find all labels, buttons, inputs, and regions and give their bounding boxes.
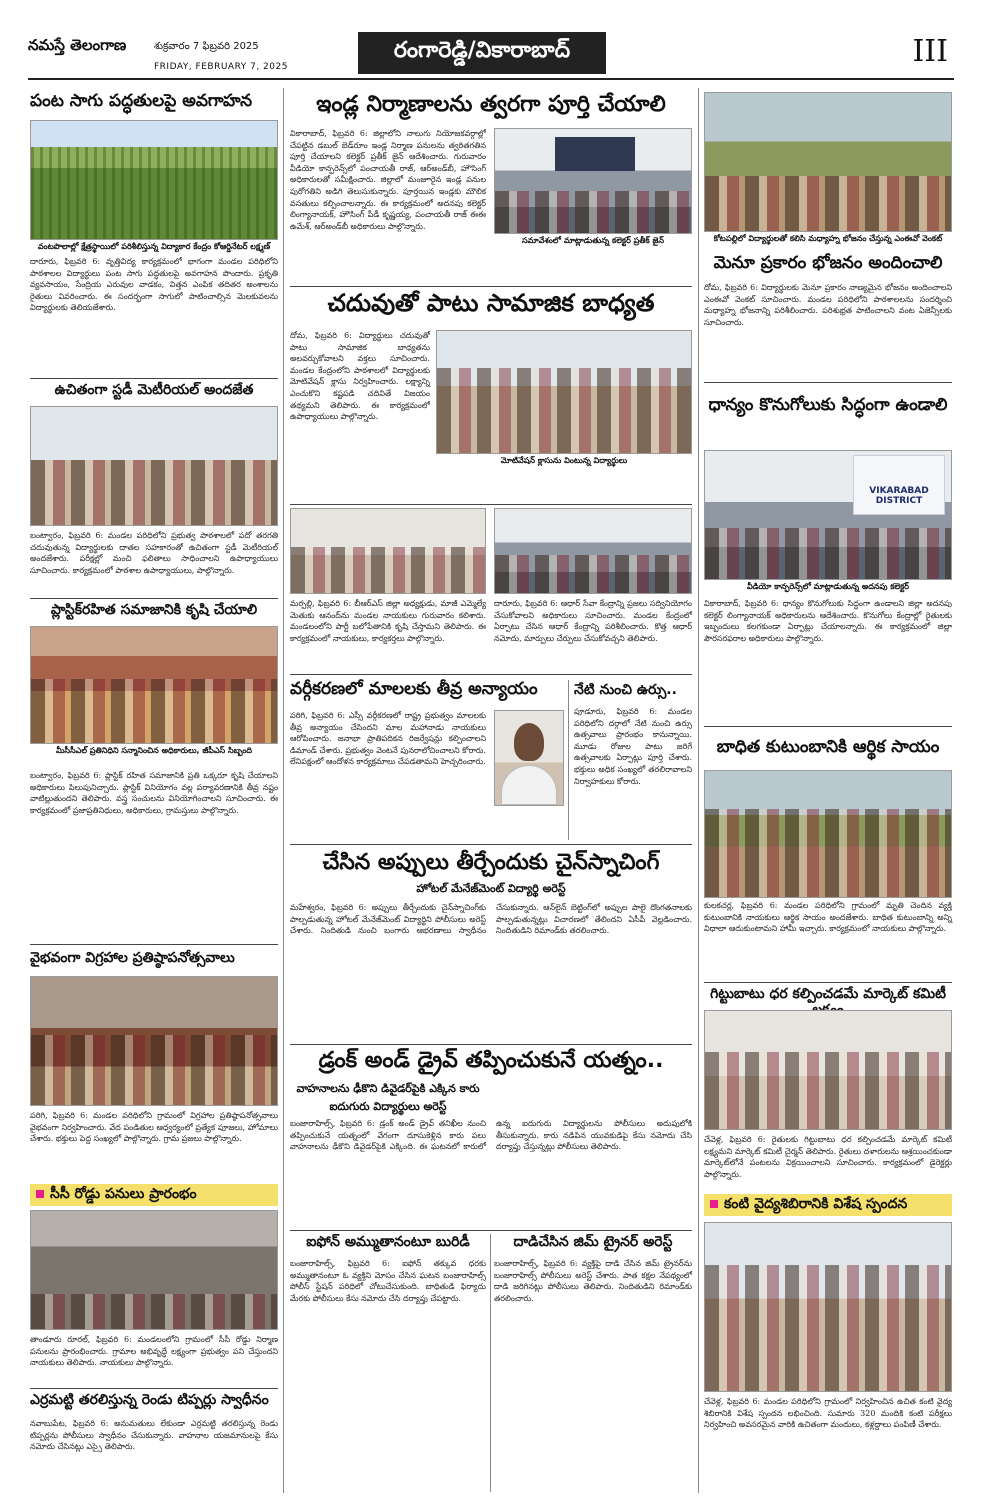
divider: [704, 382, 952, 383]
article-subheadline: హోటల్ మేనేజ్‌మెంట్ విద్యార్థి అరెస్ట్: [416, 882, 566, 895]
photo-caption: వంటపొలాల్లో క్షేత్రస్థాయిలో పరిశీలిస్తున్న విద్యాకార కేంద్రం కోఆర్డినేటర్ లక్ష్మణ్: [37, 242, 271, 251]
article-headline: వర్గీకరణలో మాలలకు తీవ్ర అన్యాయం: [290, 679, 538, 699]
article-subheadline: వాహనాలను ఢీకొని డివైడర్‌పైకి ఎక్కిన కారు: [296, 1082, 480, 1095]
article-headline: గిట్టుబాటు ధర కల్పించడమే మార్కెట్ కమిటీ: [710, 986, 946, 1002]
column-divider: [698, 88, 699, 1493]
article-headline: ప్లాస్టిక్‌రహిత సమాజానికి కృషి చేయాలి: [50, 602, 258, 618]
article-subheadline: ఐదుగురు విద్యార్థులు అరెస్ట్: [329, 1100, 447, 1113]
article-headline: బాధిత కుటుంబానికి ఆర్థిక సాయం: [716, 737, 940, 757]
column-divider: [568, 680, 569, 840]
article-body: దోమ, ఫిబ్రవరి 6: విద్యార్థులకు మెనూ ప్రకారం నాణ్యమైన భోజనం అందించాలని ఎంఈవో వెంకట్ సూచించారు. మండల పరిధిలోని పాఠశాలలను సందర్శించి మధ్యాహ్న భోజనాన్ని పరిశీలించారు. పరిశుభ్రత పాటించాలని వంట ఏజెన్సీలకు సూచించారు.: [704, 283, 952, 327]
article-photo: [30, 626, 278, 744]
photo-caption: మీసీసీఎల్ ప్రతినిధిని సన్మానించిన అధికారులు, జీపీఎస్ సిబ్బంది: [55, 746, 253, 755]
article-body: దారూరు, ఫిబ్రవరి 6: వృత్తివిద్య కార్యక్రమంలో భాగంగా మండల పరిధిలోని పాఠశాలల విద్యార్థులు పంట సాగు పద్ధతులపై అవగాహన పొందారు. ప్రకృతి వ్యవసాయం, సేంద్రియ ఎరువుల వాడకం, విత్తన ఎంపిక తదితర అంశాలను రైతులు వివరించారు. ఈ సందర్భంగా సాగులో పాటించాల్సిన మెలకువలను విద్యార్థులకు తెలియజేశారు.: [30, 257, 278, 313]
section-title: రంగారెడ్డి/వికారాబాద్: [358, 32, 606, 74]
article-body: బంజారాహిల్స్, ఫిబ్రవరి 6: వ్యక్తిపై దాడి చేసిన జిమ్ ట్రైనర్‌ను బంజారాహిల్స్ పోలీసులు అరెస్ట్ చేశారు. పాత కక్షల నేపథ్యంలో దాడి జరిగినట్లు పోలీసులు తెలిపారు. నిందితుడిని రిమాండ్‌కు తరలించారు.: [494, 1259, 692, 1303]
article-headline: ఇండ్ల నిర్మాణాలను త్వరగా పూర్తి చేయాలి: [316, 92, 666, 117]
article-photo: [704, 1010, 952, 1130]
article-body: దోమ, ఫిబ్రవరి 6: విద్యార్థులు చదువుతో పాటు సామాజిక బాధ్యతను అలవర్చుకోవాలని వక్తలు సూచించారు. మండల కేంద్రంలోని పాఠశాలలో విద్యార్థులకు మోటివేషన్ క్లాసు నిర్వహించారు. లక్ష్యాన్ని ఎంచుకొని కష్టపడి చదివితే విజయం తథ్యమని తెలిపారు. ఈ కార్యక్రమంలో ఉపాధ్యాయులు పాల్గొన్నారు.: [290, 331, 430, 422]
article-body: పూడూరు, ఫిబ్రవరి 6: మండల పరిధిలోని దర్గాలో నేటి నుంచి ఉర్సు ఉత్సవాలు ప్రారంభం కానున్నాయి. మూడు రోజుల పాటు జరిగే ఉత్సవాలకు ఏర్పాట్లు పూర్తి చేశారు. భక్తులు అధిక సంఖ్యలో తరలిరావాలని నిర్వాహకులు కోరారు.: [574, 707, 692, 786]
divider: [30, 1388, 278, 1389]
article-photo: [494, 128, 692, 234]
masthead: [28, 30, 954, 80]
article-headline-text: కంటి వైద్యశిబిరానికి విశేష స్పందన: [724, 1196, 908, 1212]
newspaper-brand: నమస్తే తెలంగాణ: [28, 36, 127, 54]
divider: [704, 982, 952, 983]
article-body: వికారాబాద్, ఫిబ్రవరి 6: ధాన్యం కొనుగోలుకు సిద్ధంగా ఉండాలని జిల్లా అదనపు కలెక్టర్ లింగ్యానాయక్ అధికారులను ఆదేశించారు. కొనుగోలు కేంద్రాల్లో రైతులకు ఇబ్బందులు కలగకుండా ఏర్పాట్లు చేయాలన్నారు. ఈ కార్యక్రమంలో జిల్లా పౌరసరఫరాల అధికారులు పాల్గొన్నారు.: [704, 599, 952, 643]
article-headline: నేటి నుంచి ఉర్సు..: [574, 682, 677, 698]
article-headline: ఎర్రమట్టి తరలిస్తున్న రెండు టిప్పర్లు స్వాధీనం: [30, 1392, 269, 1408]
date-english: FRIDAY, FEBRUARY 7, 2025: [154, 62, 288, 72]
divider: [30, 598, 278, 599]
article-headline: చేసిన అప్పులు తీర్చేందుకు చైన్‌స్నాచింగ్: [322, 850, 660, 875]
divider: [704, 726, 952, 727]
article-headline: పంట సాగు పద్ధతులపై అవగాహన: [30, 91, 253, 111]
article-body: పరిగి, ఫిబ్రవరి 6: మండల పరిధిలోని గ్రామంలో విగ్రహాల ప్రతిష్ఠాపనోత్సవాలు వైభవంగా నిర్వహించారు. వేద పండితుల ఆధ్వర్యంలో ప్రత్యేక పూజలు, హోమాలు చేశారు. భక్తులు పెద్ద సంఖ్యలో పాల్గొన్నారు. గ్రామ ప్రజలు పాల్గొన్నారు.: [30, 1111, 278, 1144]
article-body: మహేశ్వరం, ఫిబ్రవరి 6: అప్పులు తీర్చేందుకు చైన్‌స్నాచింగ్‌కు పాల్పడుతున్న హోటల్ మేనేజ్‌మెంట్ విద్యార్థిని పోలీసులు అరెస్ట్ చేశారు. నిందితుడి నుంచి బంగారు ఆభరణాలు స్వాధీనం చేసుకున్నారు. ఆన్‌లైన్ బెట్టింగ్‌లో అప్పుల పాలై దొంగతనాలకు పాల్పడుతున్నట్లు విచారణలో తేలిందని ఏసీపీ వెల్లడించారు. నిందితుడిని రిమాండ్‌కు తరలించారు.: [290, 903, 692, 936]
article-photo: [704, 1222, 952, 1392]
divider: [290, 674, 692, 675]
article-body: తాండూరు రూరల్, ఫిబ్రవరి 6: మండలంలోని గ్రామంలో సీసీ రోడ్డు నిర్మాణ పనులను ప్రారంభించారు. గ్రామాల అభివృద్ధే లక్ష్యంగా ప్రభుత్వం పని చేస్తుందని నాయకులు తెలిపారు. నాయకులు పాల్గొన్నారు.: [30, 1335, 278, 1368]
divider: [290, 1230, 692, 1231]
photo-caption: కోటపల్లిలో విద్యార్థులతో కలిసి మధ్యాహ్న భోజనం చేస్తున్న ఎంఈవో వెంకట్: [713, 234, 943, 243]
article-body: వికారాబాద్, ఫిబ్రవరి 6: జిల్లాలోని నాలుగు నియోజకవర్గాల్లో చేపట్టిన డబుల్ బెడ్‌రూం ఇండ్ల నిర్మాణ పనులను త్వరితగతిన పూర్తి చేయాలని కలెక్టర్ ప్రతీక్ జైన్ ఆదేశించారు. గురువారం వీడియో కాన్ఫరెన్స్‌లో పంచాయతీ రాజ్, ఆర్‌అండ్‌బీ, హౌసింగ్ అధికారులతో సమీక్షించారు. జిల్లాలో మంజూరైన ఇండ్ల పనుల పురోగతిని అడిగి తెలుసుకున్నారు. పూర్తయిన ఇండ్లకు మౌలిక వసతులు కల్పించాలన్నారు. ఈ కార్యక్రమంలో అదనపు కలెక్టర్ లింగ్యానాయక్, హౌసింగ్ పీడీ కృష్ణయ్య, పంచాయతీ రాజ్ ఈఈ ఉమేశ్, ఆర్‌అండ్‌బీ అధికారులు పాల్గొన్నారు.: [290, 129, 486, 231]
article-photo: [30, 976, 278, 1106]
bullet-icon: [710, 1200, 718, 1208]
divider: [290, 1044, 692, 1045]
district-logo-board: VIKARABAD DISTRICT: [853, 455, 945, 515]
article-photo: [30, 120, 278, 240]
article-photo: [436, 330, 692, 454]
photo-caption: సమావేశంలో మాట్లాడుతున్న కలెక్టర్ ప్రతీక్ జైన్: [522, 236, 664, 245]
divider: [290, 286, 692, 287]
bullet-icon: [36, 1190, 44, 1198]
article-headline: ఐఫోన్ అమ్ముతానంటూ బురిడీ: [306, 1234, 470, 1250]
article-body: చేవెళ్ల, ఫిబ్రవరి 6: మండల పరిధిలోని గ్రామంలో నిర్వహించిన ఉచిత కంటి వైద్య శిబిరానికి విశేష స్పందన లభించింది. సుమారు 320 మందికి కంటి పరీక్షలు నిర్వహించి అవసరమైన వారికి ఉచితంగా మందులు, కళ్లద్దాలు పంపిణీ చేశారు.: [704, 1397, 952, 1430]
article-body: చేవెళ్ల, ఫిబ్రవరి 6: రైతులకు గిట్టుబాటు ధర కల్పించడమే మార్కెట్ కమిటీ లక్ష్యమని మార్కెట్ కమిటీ చైర్మన్ తెలిపారు. రైతులు దళారులను ఆశ్రయించకుండా మార్కెట్‌లోనే పంటలను విక్రయించాలని సూచించారు. కార్యక్రమంలో డైరెక్టర్లు పాల్గొన్నారు.: [704, 1135, 952, 1179]
page-number: III: [912, 34, 948, 69]
article-body: కులకచర్ల, ఫిబ్రవరి 6: మండల పరిధిలోని గ్రామంలో మృతి చెందిన వ్యక్తి కుటుంబానికి నాయకులు ఆర్థిక సాయం అందజేశారు. బాధిత కుటుంబాన్ని అన్ని విధాలా ఆదుకుంటామని హామీ ఇచ్చారు. కార్యక్రమంలో నాయకులు పాల్గొన్నారు.: [704, 901, 952, 934]
article-photo: [704, 770, 952, 898]
article-headline: [710, 1196, 950, 1216]
divider: [290, 504, 692, 505]
photo-caption: మోటివేషన్ క్లాసును వింటున్న విద్యార్థులు: [500, 456, 628, 465]
article-photo: [704, 92, 952, 232]
article-body: బంట్వారం, ఫిబ్రవరి 6: మండల పరిధిలోని ప్రభుత్వ పాఠశాలలో పదో తరగతి చదువుతున్న విద్యార్థులకు దాతల సహకారంతో ఉచితంగా స్టడీ మెటీరియల్ అందజేశారు. పరీక్షల్లో మంచి ఫలితాలు సాధించాలని ఉపాధ్యాయులు సూచించారు. కార్యక్రమంలో పాఠశాల ఉపాధ్యాయులు, పాల్గొన్నారు.: [30, 531, 278, 575]
divider: [290, 844, 692, 845]
article-photo: [290, 508, 486, 594]
article-body: బంజారాహిల్స్, ఫిబ్రవరి 6: డ్రంక్ అండ్ డ్రైవ్ తనిఖీల నుంచి తప్పించుకునే యత్నంలో వేగంగా దూసుకెళ్లిన కారు పలు వాహనాలను ఢీకొని డివైడర్‌పైకి ఎక్కింది. ఈ ఘటనలో కారులో ఉన్న ఐదుగురు విద్యార్థులను పోలీసులు అదుపులోకి తీసుకున్నారు. కారు నడిపిన యువకుడిపై కేసు నమోదు చేసి దర్యాప్తు చేస్తున్నట్లు పోలీసులు తెలిపారు.: [290, 1119, 692, 1152]
article-headline: వైభవంగా విగ్రహాల ప్రతిష్ఠాపనోత్సవాలు: [30, 950, 235, 966]
article-headline: ధాన్యం కొనుగోలుకు సిద్ధంగా ఉండాలి: [708, 395, 948, 415]
article-photo: [494, 508, 692, 594]
divider: [30, 944, 278, 945]
article-photo: [704, 450, 952, 580]
photo-caption: వీడియో కాన్ఫరెన్స్‌లో మాట్లాడుతున్న అదనపు కలెక్టర్: [746, 582, 910, 591]
article-body: బంజారాహిల్స్, ఫిబ్రవరి 6: ఐఫోన్ తక్కువ ధరకు అమ్ముతానంటూ ఓ వ్యక్తిని మోసం చేసిన ఘటన బంజారాహిల్స్ పోలీస్ స్టేషన్ పరిధిలో చోటుచేసుకుంది. బాధితుడి ఫిర్యాదు మేరకు పోలీసులు కేసు నమోదు చేసి దర్యాప్తు చేపట్టారు.: [290, 1259, 486, 1303]
article-body: పరిగి, ఫిబ్రవరి 6: ఎస్సీ వర్గీకరణలో రాష్ట్ర ప్రభుత్వం మాలలకు తీవ్ర అన్యాయం చేసిందని మాల మహానాడు నాయకులు ఆరోపించారు. జనాభా ప్రాతిపదికన రిజర్వేషన్లు కల్పించాలని డిమాండ్ చేశారు. ప్రభుత్వం వెంటనే పునరాలోచించాలని కోరారు. లేనిపక్షంలో ఆందోళన కార్యక్రమాలు చేపడతామని హెచ్చరించారు.: [290, 711, 486, 767]
divider: [30, 378, 278, 379]
article-headline: మెనూ ప్రకారం భోజనం అందించాలి: [713, 253, 943, 273]
article-photo: [30, 1210, 278, 1330]
person-photo: [494, 710, 564, 806]
article-body: బంట్వారం, ఫిబ్రవరి 6: ప్లాస్టిక్ రహిత సమాజానికి ప్రతి ఒక్కరూ కృషి చేయాలని అధికారులు పిలుపునిచ్చారు. ప్లాస్టిక్ వినియోగం వల్ల పర్యావరణానికి తీవ్ర నష్టం వాటిల్లుతుందని తెలిపారు. వస్త్ర సంచులను వినియోగించాలని సూచించారు. ఈ కార్యక్రమంలో ప్రజాప్రతినిధులు, అధికారులు, గ్రామస్తులు పాల్గొన్నారు.: [30, 771, 278, 815]
article-headline: దాడిచేసిన జిమ్ ట్రైనర్ అరెస్ట్: [513, 1234, 673, 1250]
date-telugu: శుక్రవారం 7 ఫిబ్రవరి 2025: [154, 41, 259, 52]
article-headline: డ్రంక్ అండ్ డ్రైవ్ తప్పించుకునే యత్నం..: [318, 1048, 664, 1073]
column-divider: [283, 88, 284, 1493]
article-body: దారూరు, ఫిబ్రవరి 6: ఆధార్ సేవా కేంద్రాన్ని ప్రజలు సద్వినియోగం చేసుకోవాలని అధికారులు సూచించారు. మండల కేంద్రంలో ఏర్పాటు చేసిన ఆధార్ కేంద్రాన్ని పరిశీలించారు. కొత్త ఆధార్ నమోదు, మార్పులు చేర్పులు చేసుకోవచ్చని తెలిపారు.: [494, 599, 692, 643]
column-divider: [490, 1234, 491, 1492]
article-headline: ఉచితంగా స్టడీ మెటీరియల్ అందజేత: [54, 382, 254, 398]
article-headline: [36, 1186, 276, 1206]
article-body: మర్పల్లి, ఫిబ్రవరి 6: బీఆర్ఎస్ జిల్లా అధ్యక్షుడు, మాజీ ఎమ్మెల్యే మెతుకు ఆనంద్‌ను మండల నాయకులు గురువారం కలిశారు. మండలంలోని పార్టీ బలోపేతానికి కృషి చేస్తామని తెలిపారు. ఈ కార్యక్రమంలో నాయకులు, కార్యకర్తలు పాల్గొన్నారు.: [290, 599, 486, 643]
article-body: నవాబుపేట, ఫిబ్రవరి 6: అనుమతులు లేకుండా ఎర్రమట్టి తరలిస్తున్న రెండు టిప్పర్లను పోలీసులు స్వాధీనం చేసుకున్నారు. వాహనాల యజమానులపై కేసు నమోదు చేసినట్లు ఎస్సై తెలిపారు.: [30, 1419, 278, 1452]
article-photo: [30, 406, 278, 526]
article-headline-text: సీసీ రోడ్డు పనులు ప్రారంభం: [50, 1186, 197, 1202]
article-headline: చదువుతో పాటు సామాజిక బాధ్యత: [327, 289, 655, 317]
